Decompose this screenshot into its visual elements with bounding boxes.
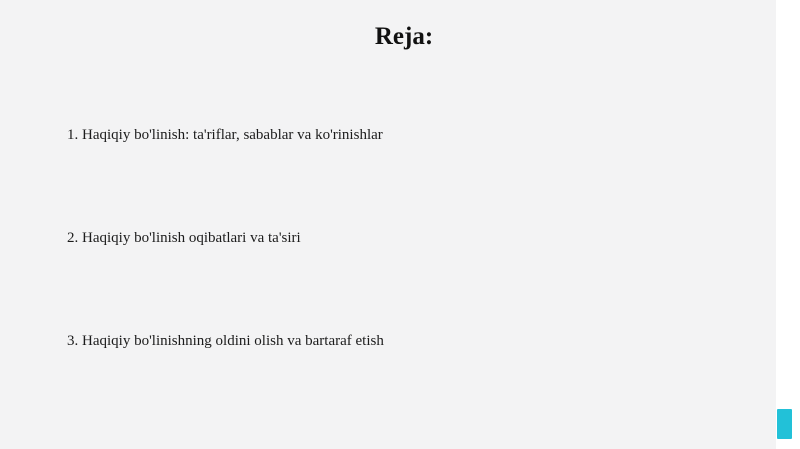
- plan-item-3: 3. Haqiqiy bo'linishning oldini olish va bartaraf etish: [67, 333, 384, 349]
- plan-item-2: 2. Haqiqiy bo'linish oqibatlari va ta'siri: [67, 230, 301, 246]
- scrollbar-thumb[interactable]: [777, 409, 792, 439]
- slide-title: Reja:: [374, 23, 434, 50]
- plan-item-1: 1. Haqiqiy bo'linish: ta'riflar, sabablar va ko'rinishlar: [67, 127, 383, 143]
- scrollbar-track[interactable]: [776, 0, 800, 449]
